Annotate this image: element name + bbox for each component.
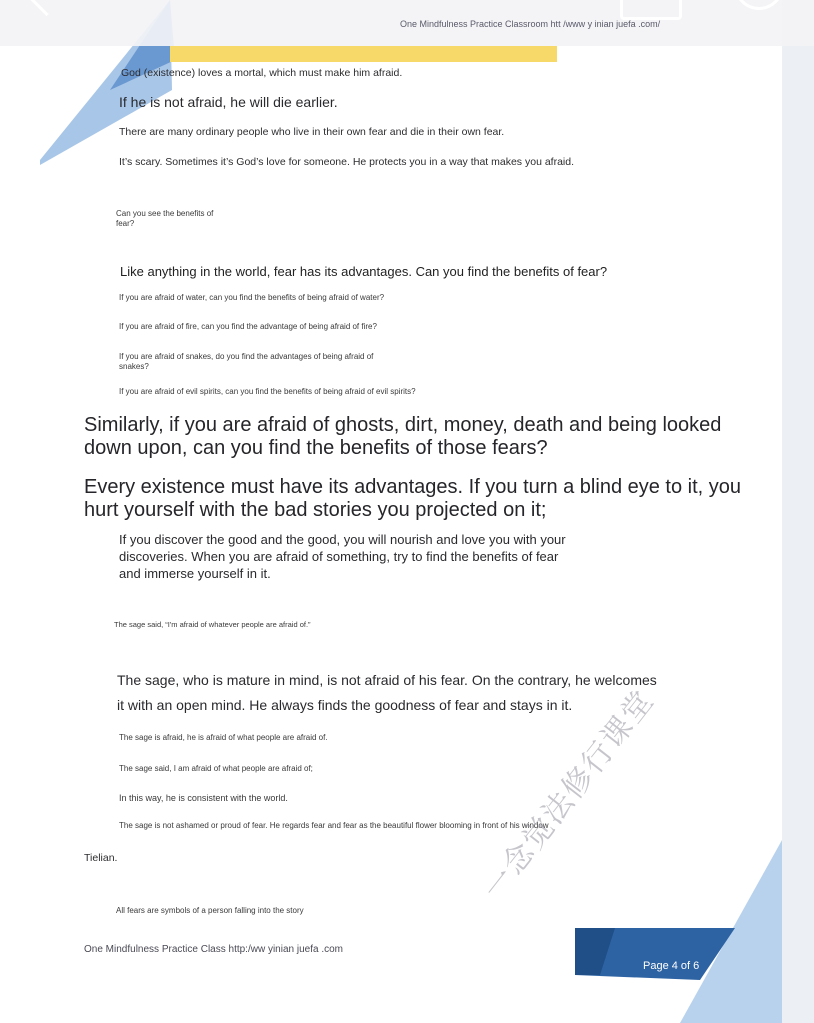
header-url: One Mindfulness Practice Classroom htt /www y inian juefa .com/ [400,19,661,29]
line-snakes: If you are afraid of snakes, do you find the advantages of being afraid of snakes? [119,352,374,371]
back-arrow-icon[interactable] [29,0,64,16]
line-fire: If you are afraid of fire, can you find the advantage of being afraid of fire? [119,322,377,331]
line-not-ashamed: The sage is not ashamed or proud of fear. He regards fear and fear as the beautiful flower blooming in front of his window [119,821,549,830]
viewer-top-bar [0,0,814,46]
scroll-gutter [782,0,814,1023]
paragraph-similarly: Similarly, if you are afraid of ghosts, dirt, money, death and being looked down upon, can you find the benefits of those fears? [84,414,722,459]
heading-benefits-2: fear? [116,219,135,228]
heading-benefits-1: Can you see the benefits of [116,209,214,218]
line-sage-quote: The sage said, “I'm afraid of whatever people are afraid of.” [114,620,311,629]
line-consistent: In this way, he is consistent with the world. [119,793,288,803]
page-number: Page 4 of 6 [643,960,700,972]
footer-url: One Mindfulness Practice Class http:/ww yinian juefa .com [84,944,343,955]
paragraph-every-existence: Every existence must have its advantages. If you turn a blind eye to it, you hurt yourself with the bad stories you projected on it; [84,476,742,521]
line-water: If you are afraid of water, can you find the benefits of being afraid of water? [119,293,385,302]
line-sage-mature-2: it with an open mind. He always finds the goodness of fear and stays in it. [117,697,573,713]
line-all-fears: All fears are symbols of a person falling into the story [116,906,304,915]
line-god-loves: God (existence) loves a mortal, which must make him afraid. [121,67,403,79]
line-like-anything: Like anything in the world, fear has its advantages. Can you find the benefits of fear? [120,264,608,279]
line-evil-spirits: If you are afraid of evil spirits, can you find the benefits of being afraid of evil spirits? [119,387,416,396]
line-sage-mature-1: The sage, who is mature in mind, is not afraid of his fear. On the contrary, he welcomes [117,672,657,688]
menu-circle-icon[interactable] [734,0,784,10]
paragraph-discover: If you discover the good and the good, you will nourish and love you with your discoveries. When you are afraid of something, try to find the benefits of fear and immerse yourself in it. [119,532,566,581]
line-not-afraid: If he is not afraid, he will die earlier. [119,94,338,110]
highlight-bar [170,46,557,62]
watermark-text: 一念觉法修行课堂 [476,683,662,907]
line-sage-afraid: The sage is afraid, he is afraid of what people are afraid of. [119,733,328,742]
tabs-icon[interactable] [620,0,682,20]
line-sage-said: The sage said, I am afraid of what people are afraid of; [119,764,313,773]
line-ordinary-people: There are many ordinary people who live in their own fear and die in their own fear. [119,126,505,138]
line-tielian: Tielian. [84,852,118,864]
line-scary: It’s scary. Sometimes it’s God’s love for someone. He protects you in a way that makes you afraid. [119,156,575,168]
